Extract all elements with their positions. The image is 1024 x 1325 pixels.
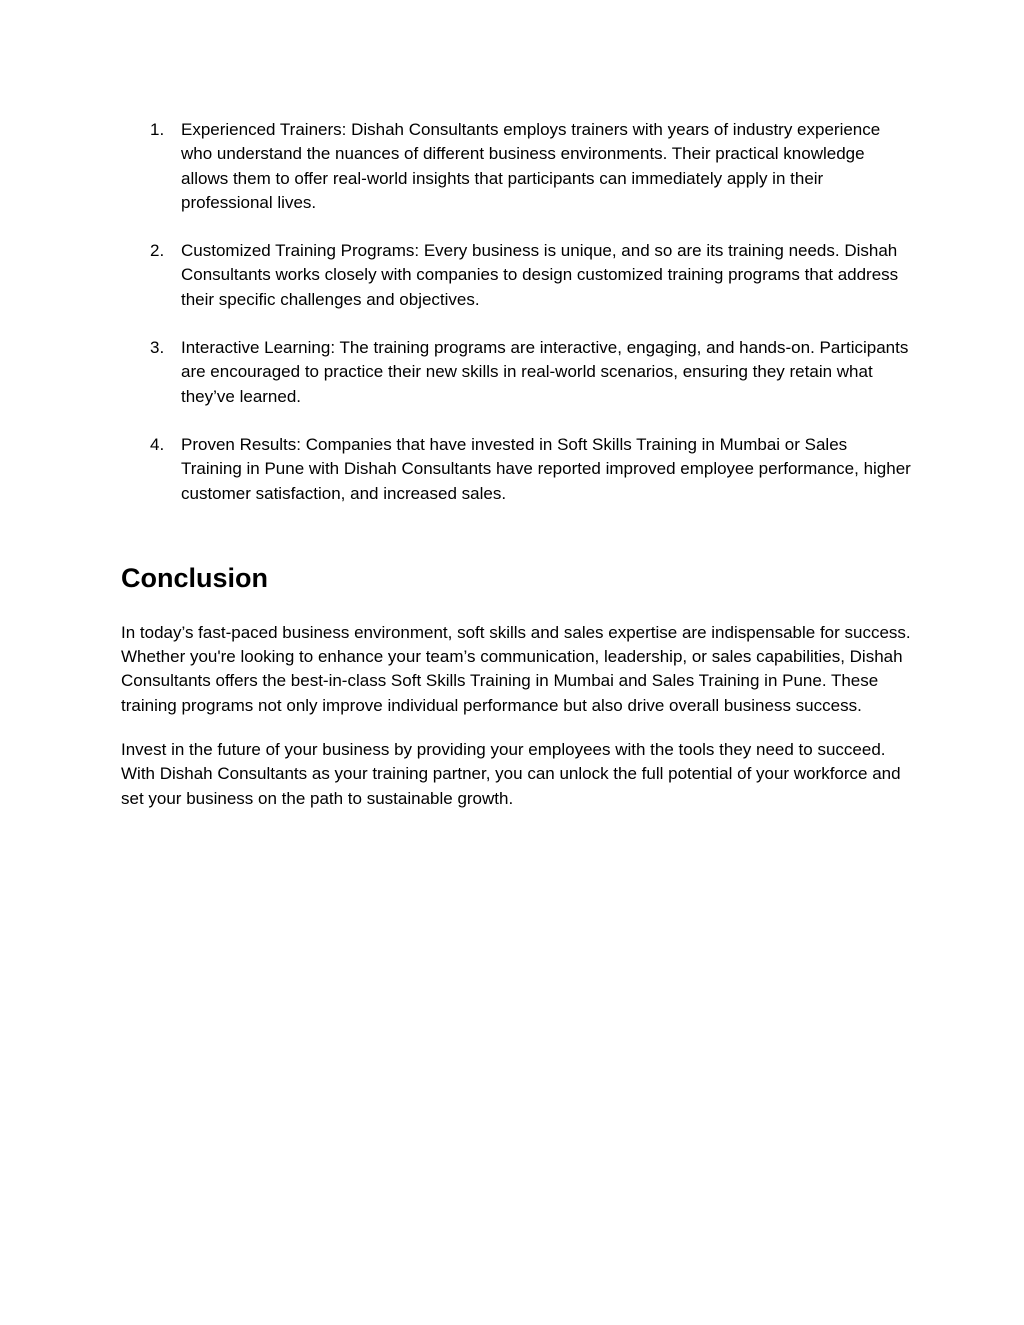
list-item bbox=[121, 239, 911, 312]
list-item bbox=[121, 118, 911, 215]
list-number: 3. bbox=[150, 338, 165, 358]
list-number: 2. bbox=[150, 241, 165, 261]
conclusion-paragraph: Invest in the future of your business by providing your employees with the tools they need to succeed. With Dishah Consultants as your training partner, you can unlock the full potential of your workforce and set your business on the path to sustainable growth. bbox=[121, 740, 901, 808]
list-item bbox=[121, 433, 911, 506]
list-number: 1. bbox=[150, 120, 165, 139]
list-item-text: Experienced Trainers: Dishah Consultants employs trainers with years of industry experience who understand the nuances of different business environments. Their practical knowledge allows them to offer real-world insights that participants can immediately apply in their professional lives. bbox=[181, 120, 881, 212]
numbered-list bbox=[121, 118, 911, 506]
list-item-text: Interactive Learning: The training programs are interactive, engaging, and hands-on. Participants are encouraged to practice their new skills in real-world scenarios, ensuring they retain what they’ve learned. bbox=[181, 338, 909, 406]
list-number: 4. bbox=[150, 434, 165, 454]
list-item bbox=[121, 336, 911, 409]
conclusion-heading: Conclusion bbox=[121, 562, 268, 593]
conclusion-paragraph: In today’s fast-paced business environment, soft skills and sales expertise are indispensable for success. Whether you're looking to enhance your team’s communication, leadership, or sales capabilities, Dishah Consultants offers the best-in-class Soft Skills Training in Mumbai and Sales Training in Pune. These training programs not only improve individual performance but also drive overall business success. bbox=[121, 622, 911, 715]
list-item-text: Customized Training Programs: Every business is unique, and so are its training needs. Dishah Consultants works closely with companies to design customized training programs that address their specific challenges and objectives. bbox=[181, 241, 899, 309]
list-item-text: Proven Results: Companies that have invested in Soft Skills Training in Mumbai or Sales Training in Pune with Dishah Consultants have reported improved employee performance, higher customer satisfaction, and increased sales. bbox=[181, 434, 911, 503]
document-page bbox=[121, 118, 911, 811]
